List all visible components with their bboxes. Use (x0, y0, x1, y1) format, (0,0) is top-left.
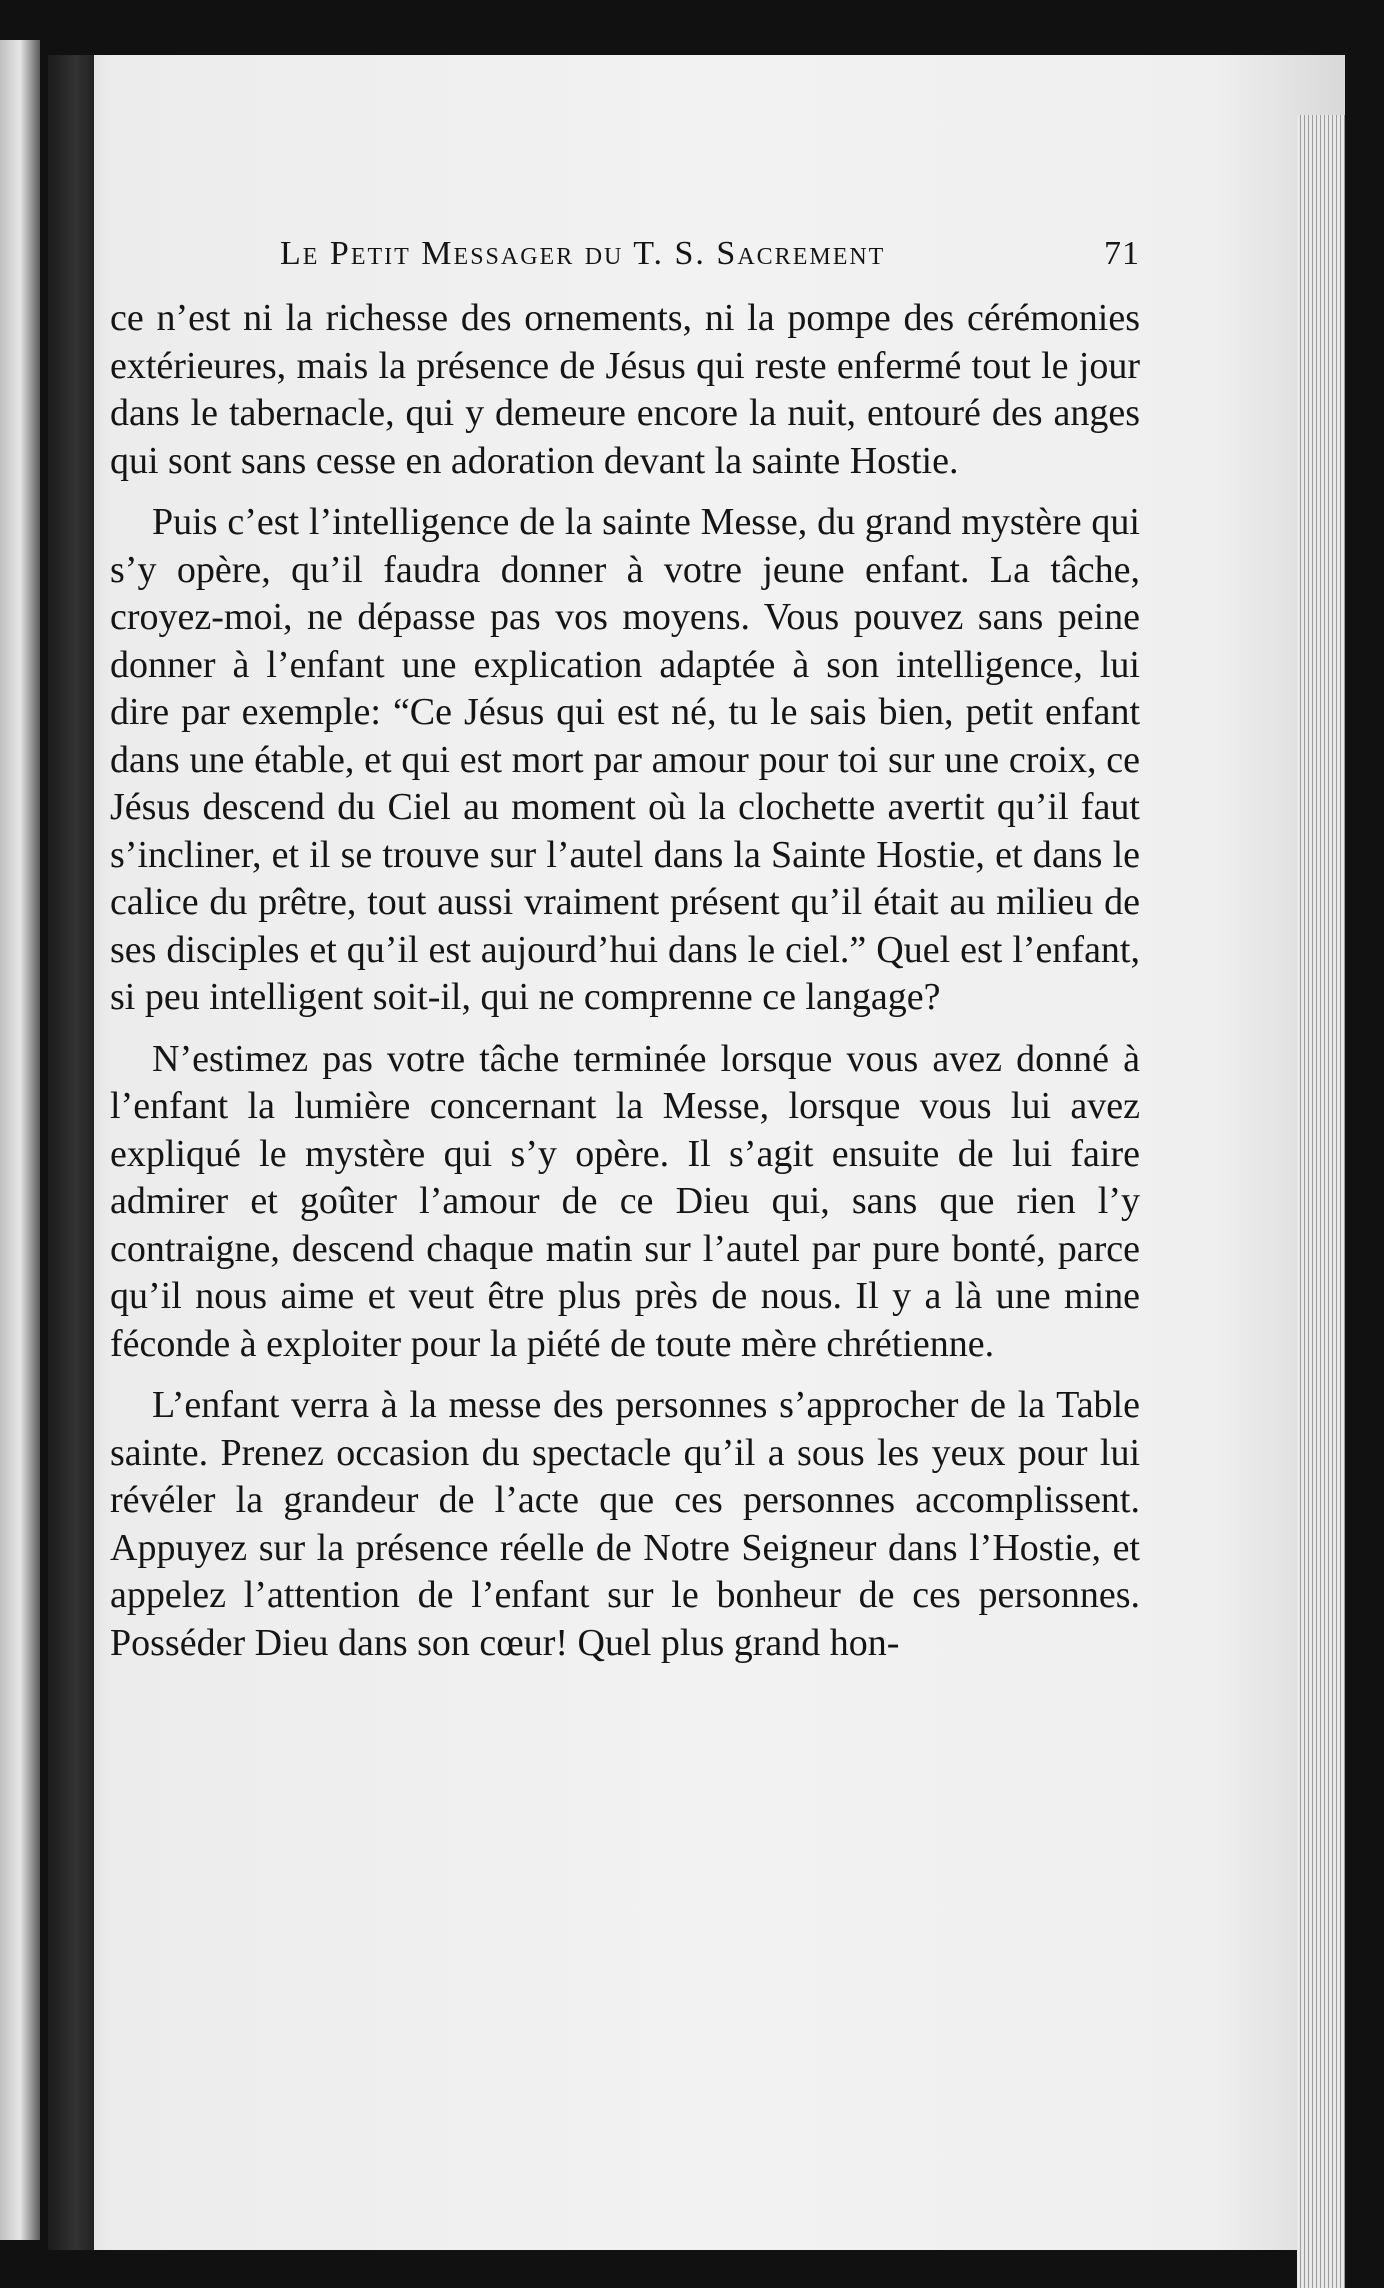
running-header (280, 235, 1140, 273)
page-content (110, 235, 1140, 1667)
page-number: 71 (1104, 235, 1140, 272)
body-text (110, 295, 1140, 1667)
paragraph-2: Puis c’est l’intelligence de la sainte Messe, du grand mystère qui s’y opère, qu’il faudra donner à votre jeune enfant. La tâche, croyez-moi, ne dépasse pas vos moyens. Vous pouvez sans peine donner à l’enfant une explication adaptée à son intelligence, lui dire par exemple: “Ce Jésus qui est né, tu le sais bien, petit enfant dans une étable, et qui est mort par amour pour toi sur une croix, ce Jésus descend du Ciel au moment où la clochette avertit qu’il faut s’incliner, et il se trouve sur l’autel dans la Sainte Hostie, et dans le calice du prêtre, tout aussi vraiment présent qu’il était au milieu de ses disciples et qu’il est aujourd’hui dans le ciel.” Quel est l’enfant, si peu intelligent soit-il, qui ne comprenne ce langage? (110, 501, 1140, 1018)
book-spine-shadow (48, 55, 94, 2250)
paragraph-4: L’enfant verra à la messe des personnes s’approcher de la Table sainte. Prenez occasion du spectacle qu’il a sous les yeux pour lui révéler la grandeur de l’acte que ces personnes accomplissent. Appuyez sur la présence réelle de Notre Seigneur dans l’Hostie, et appelez l’attention de l’enfant sur le bonheur de ces personnes. Posséder Dieu dans son cœur! Quel plus grand hon- (110, 1384, 1140, 1664)
running-title: Le Petit Messager du T. S. Sacrement (280, 235, 886, 272)
paragraph-1: ce n’est ni la richesse des ornements, ni la pompe des cérémonies extérieures, mais la présence de Jésus qui reste enfermé tout le jour dans le tabernacle, qui y demeure encore la nuit, entouré des anges qui sont sans cesse en adoration devant la sainte Hostie. (110, 297, 1140, 482)
facing-page-edge (0, 40, 40, 2240)
paragraph-3: N’estimez pas votre tâche terminée lorsque vous avez donné à l’enfant la lumière concernant la Messe, lorsque vous lui avez expliqué le mystère qui s’y opère. Il s’agit ensuite de lui faire admirer et goûter l’amour de ce Dieu qui, sans que rien l’y contraigne, descend chaque matin sur l’autel par pure bonté, parce qu’il nous aime et veut être plus près de nous. Il y a là une mine féconde à exploiter pour la piété de toute mère chrétienne. (110, 1037, 1140, 1365)
page-edges (1297, 115, 1345, 2288)
